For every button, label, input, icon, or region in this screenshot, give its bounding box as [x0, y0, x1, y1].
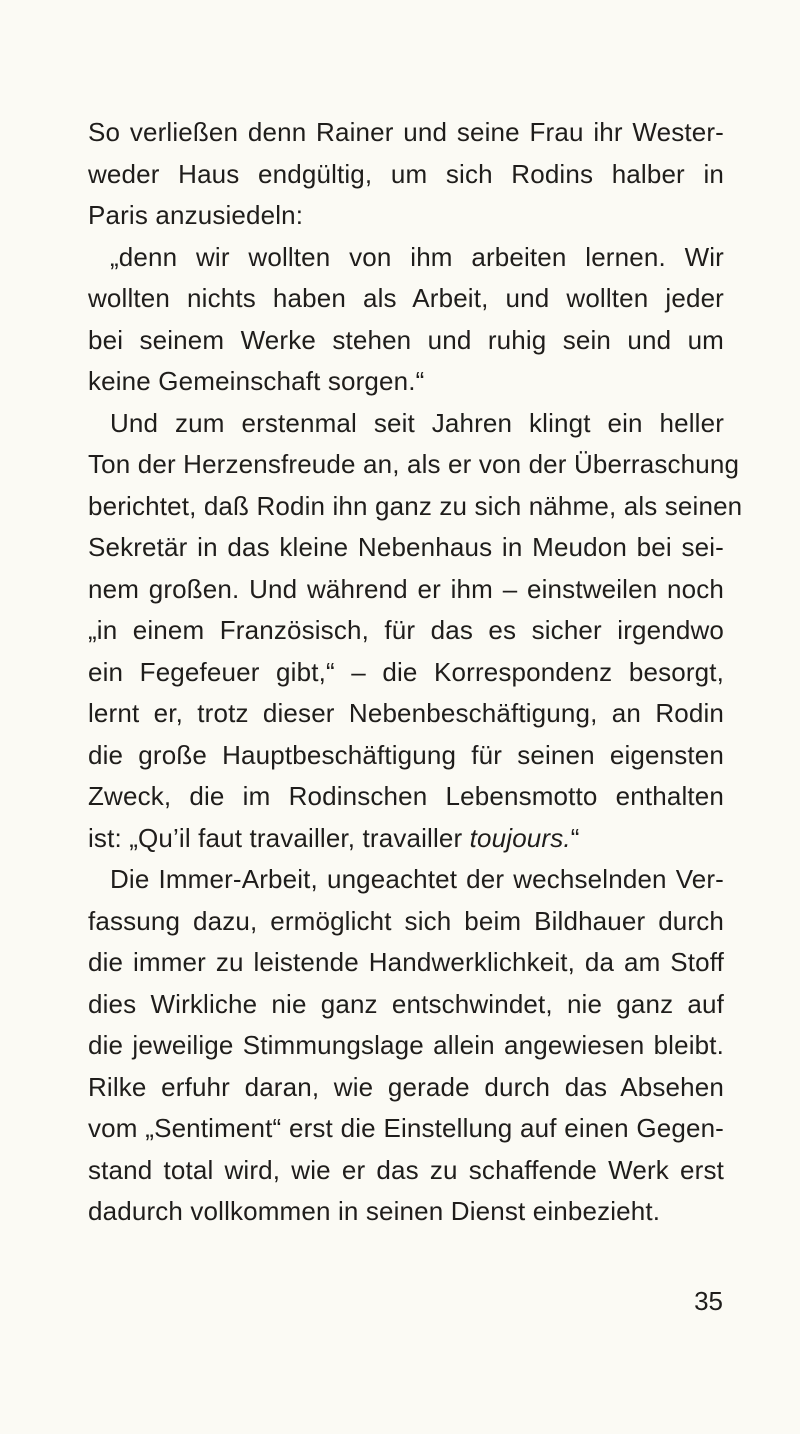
text-line: Rilke erfuhr daran, wie gerade durch das Absehen: [88, 1071, 724, 1102]
quote-text: ist: „Qu’il faut travailler, travailler: [88, 822, 470, 853]
text-line: die immer zu leistende Handwerklichkeit, da am Stoff: [88, 947, 724, 977]
text-line: Paris anzusiedeln:: [88, 200, 304, 230]
text-line: Sekretär in das kleine Nebenhaus in Meudon bei sei-: [88, 532, 724, 562]
text-line: bei seinem Werke stehen und ruhig sein und um: [88, 324, 724, 355]
text-line: fassung dazu, ermöglicht sich beim Bildhauer durch: [88, 905, 724, 936]
text-line: die jeweilige Stimmungslage allein angewiesen bleibt.: [88, 1030, 724, 1060]
text-line-with-italic: [88, 818, 724, 860]
text-line: So verließen denn Rainer und seine Frau ihr Wester-: [88, 117, 724, 147]
closing-quote: “: [570, 822, 580, 853]
text-line: die große Hauptbeschäftigung für seinen eigensten: [88, 739, 724, 770]
text-line: weder Haus endgültig, um sich Rodins halber in: [88, 158, 724, 189]
text-line: keine Gemeinschaft sorgen.“: [88, 366, 425, 396]
text-line: Ton der Herzensfreude an, als er von der Überraschung: [88, 449, 740, 479]
text-line: „denn wir wollten von ihm arbeiten lernen. Wir: [110, 241, 724, 272]
text-line: Die Immer-Arbeit, ungeachtet der wechselnden Ver-: [110, 864, 724, 894]
text-line: ein Fegefeuer gibt,“ – die Korrespondenz besorgt,: [88, 656, 724, 687]
body-text: [88, 112, 743, 1233]
text-line: stand total wird, wie er das zu schaffende Werk erst: [88, 1154, 724, 1185]
text-line: dadurch vollkommen in seinen Dienst einbezieht.: [88, 1196, 661, 1226]
text-line: Und zum erstenmal seit Jahren klingt ein heller: [110, 407, 724, 438]
text-line: wollten nichts haben als Arbeit, und wollten jeder: [88, 283, 724, 313]
text-line: nem großen. Und während er ihm – einstweilen noch: [88, 573, 724, 604]
text-line: Zweck, die im Rodinschen Lebensmotto enthalten: [88, 781, 724, 811]
text-line: berichtet, daß Rodin ihn ganz zu sich nähme, als seinen: [88, 490, 743, 521]
text-line: lernt er, trotz dieser Nebenbeschäftigung, an Rodin: [88, 698, 724, 728]
italic-word: toujours.: [469, 822, 571, 853]
text-line: vom „Sentiment“ erst die Einstellung auf einen Gegen-: [88, 1113, 724, 1143]
text-line: dies Wirkliche nie ganz entschwindet, nie ganz auf: [88, 988, 724, 1019]
text-line: „in einem Französisch, für das es sicher irgendwo: [88, 615, 724, 645]
page-number: 35: [694, 1286, 723, 1316]
